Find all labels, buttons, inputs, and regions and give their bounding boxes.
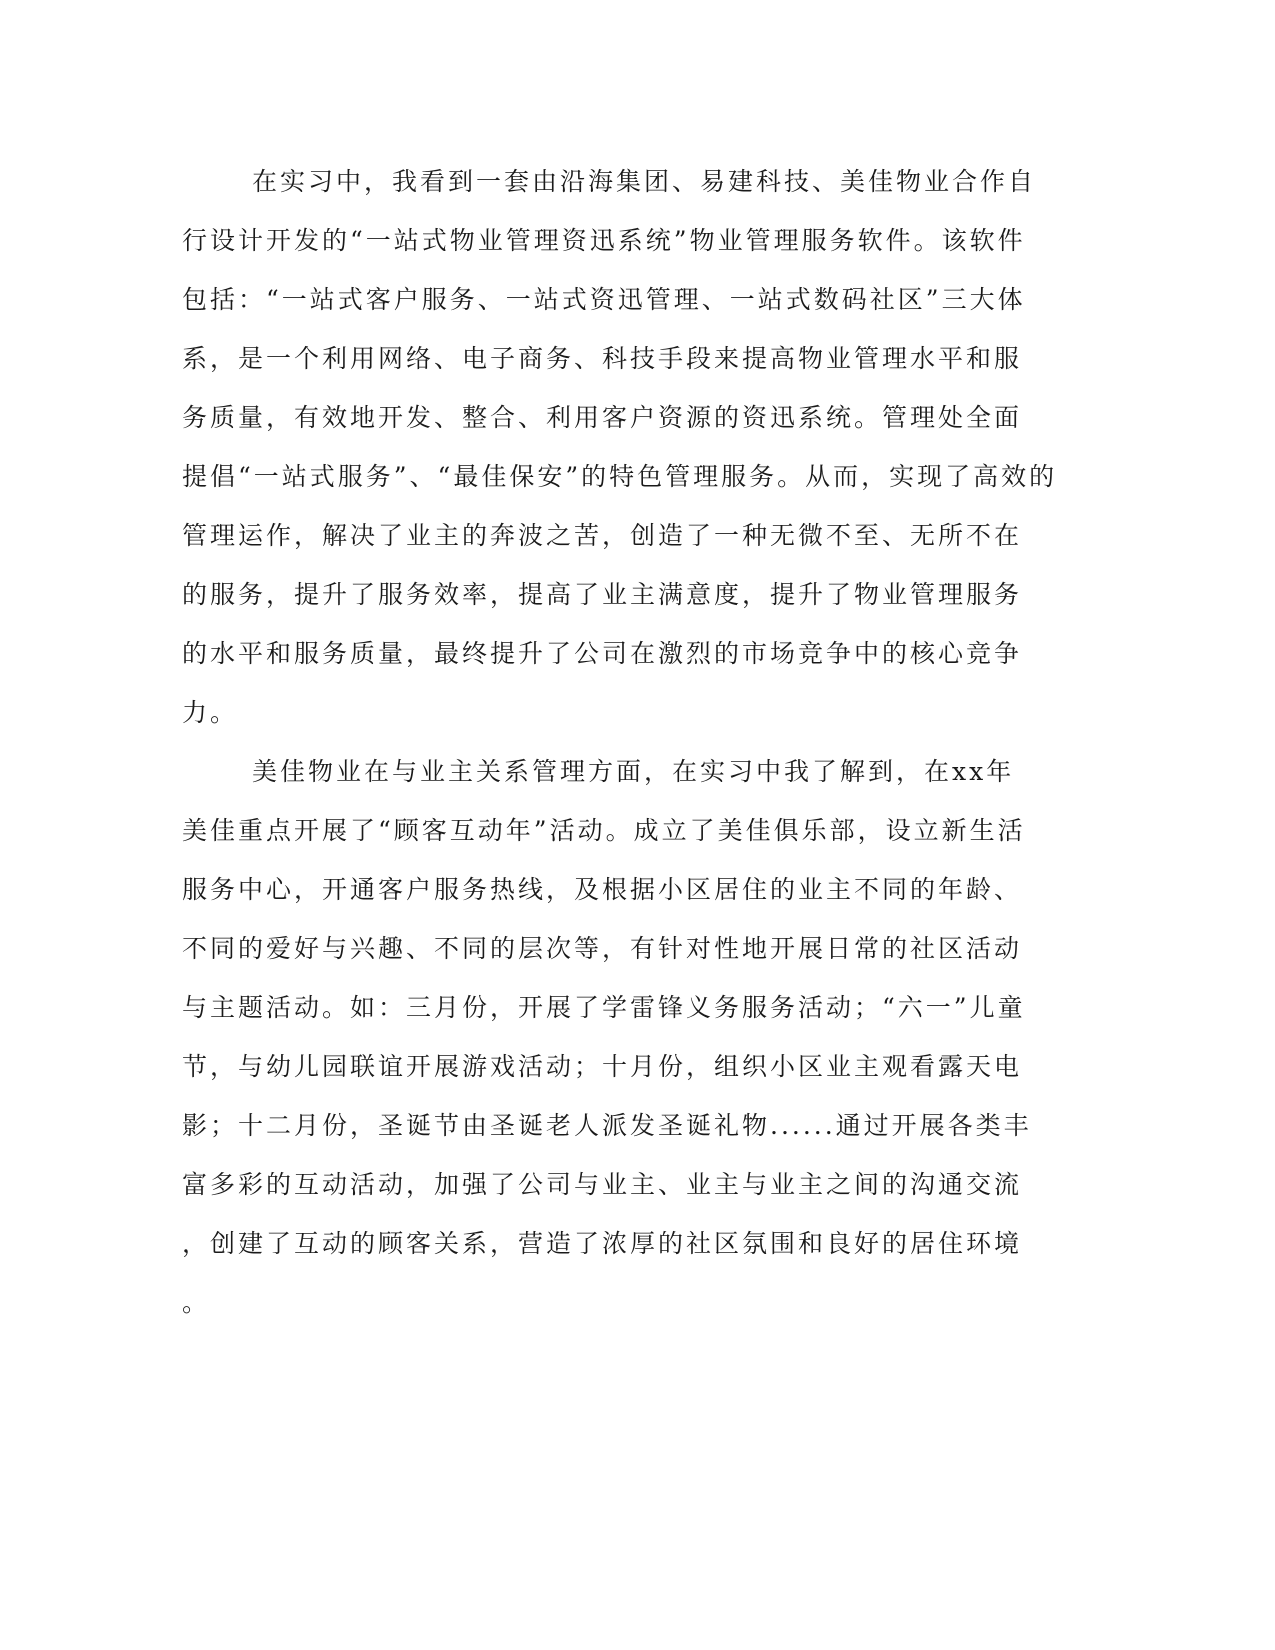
paragraph-1-line-1: 在实习中，我看到一套由沿海集团、易建科技、美佳物业合作自 <box>252 167 1037 196</box>
paragraph-2-line-4: 不同的爱好与兴趣、不同的层次等，有针对性地开展日常的社区活动 <box>182 934 1023 963</box>
paragraph-1-line-9: 的水平和服务质量，最终提升了公司在激烈的市场竞争中的核心竞争 <box>182 639 1023 668</box>
paragraph-2-line-6: 节，与幼儿园联谊开展游戏活动；十月份，组织小区业主观看露天电 <box>182 1052 1023 1081</box>
paragraph-2-line-8: 富多彩的互动活动，加强了公司与业主、业主与业主之间的沟通交流 <box>182 1170 1023 1199</box>
paragraph-2-line-1: 美佳物业在与业主关系管理方面，在实习中我了解到，在xx年 <box>252 757 1015 786</box>
paragraph-1-line-7: 管理运作，解决了业主的奔波之苦，创造了一种无微不至、无所不在 <box>182 521 1023 550</box>
paragraph-2-line-2: 美佳重点开展了“顾客互动年”活动。成立了美佳俱乐部，设立新生活 <box>182 816 1026 845</box>
paragraph-2-line-3: 服务中心，开通客户服务热线，及根据小区居住的业主不同的年龄、 <box>182 875 1023 904</box>
paragraph-1-line-3: 包括：“一站式客户服务、一站式资迅管理、一站式数码社区”三大体 <box>182 285 1026 314</box>
paragraph-2-line-9: ，创建了互动的顾客关系，营造了浓厚的社区氛围和良好的居住环境 <box>182 1229 1023 1258</box>
paragraph-2-line-5: 与主题活动。如：三月份，开展了学雷锋义务服务活动；“六一”儿童 <box>182 993 1026 1022</box>
paragraph-1-line-4: 系，是一个利用网络、电子商务、科技手段来提高物业管理水平和服 <box>182 344 1023 373</box>
paragraph-2-line-10: 。 <box>182 1288 211 1317</box>
paragraph-1-line-10: 力。 <box>182 698 239 727</box>
paragraph-2-line-7: 影；十二月份，圣诞节由圣诞老人派发圣诞礼物......通过开展各类丰 <box>182 1111 1032 1140</box>
paragraph-1-line-6: 提倡“一站式服务”、“最佳保安”的特色管理服务。从而，实现了高效的 <box>182 462 1058 491</box>
paragraph-1-line-2: 行设计开发的“一站式物业管理资迅系统”物业管理服务软件。该软件 <box>182 226 1026 255</box>
paragraph-1-line-8: 的服务，提升了服务效率，提高了业主满意度，提升了物业管理服务 <box>182 580 1023 609</box>
paragraph-1-line-5: 务质量，有效地开发、整合、利用客户资源的资迅系统。管理处全面 <box>182 403 1023 432</box>
